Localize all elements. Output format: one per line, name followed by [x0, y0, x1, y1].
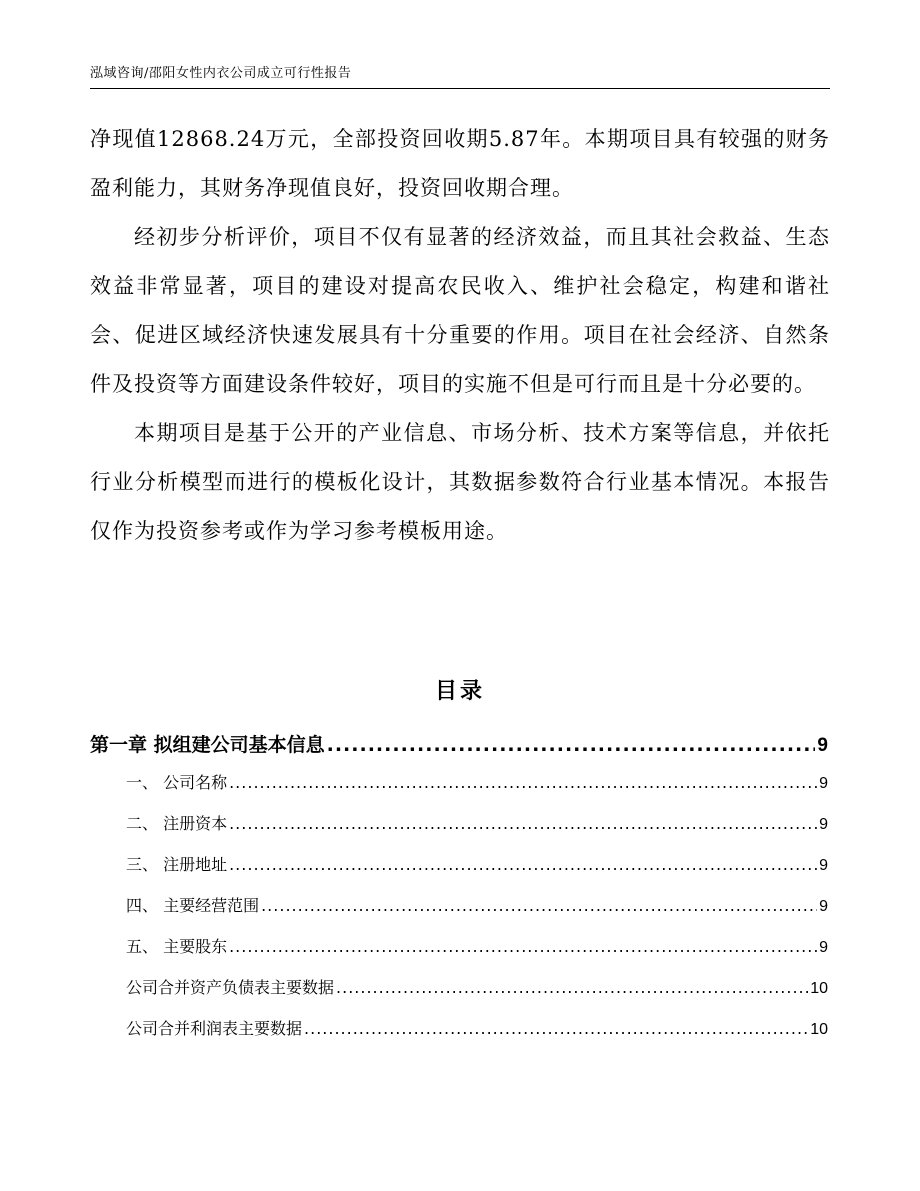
- toc-dot-leader: [261, 896, 817, 915]
- toc-dot-leader: [336, 978, 808, 997]
- toc-entry-label: 第一章 拟组建公司基本信息: [90, 734, 325, 756]
- toc-entry-business-scope[interactable]: [90, 893, 828, 934]
- running-header: 泓域咨询/邵阳女性内衣公司成立可行性报告: [90, 66, 352, 81]
- toc-entry-page: 9: [819, 898, 828, 915]
- toc-entry-page: 10: [810, 980, 828, 997]
- toc-entry-balance-sheet[interactable]: [90, 975, 828, 1016]
- toc-entry-page: 9: [819, 939, 828, 956]
- table-of-contents: [90, 730, 828, 1057]
- toc-entry-page: 9: [819, 857, 828, 874]
- toc-entry-page: 9: [817, 735, 828, 756]
- paragraph-evaluation: 经初步分析评价，项目不仅有显著的经济效益，而且其社会救益、生态效益非常显著，项目的建设对提高农民收入、维护社会稳定，构建和谐社会、促进区域经济快速发展具有十分重要的作用。项目在社会经济、自然条件及投资等方面建设条件较好，项目的实施不但是可行而且是十分必要的。: [90, 225, 830, 396]
- body-text: [90, 115, 830, 556]
- header-divider: [90, 88, 830, 89]
- toc-title: 目录: [434, 679, 485, 704]
- toc-entry-company-name[interactable]: [90, 770, 828, 811]
- toc-entry-label: 二、 注册资本: [126, 814, 228, 833]
- toc-entry-label: 公司合并资产负债表主要数据: [126, 978, 335, 997]
- toc-entry-shareholders[interactable]: [90, 934, 828, 975]
- toc-entry-label: 四、 主要经营范围: [126, 896, 260, 915]
- toc-entry-registered-capital[interactable]: [90, 811, 828, 852]
- toc-entry-chapter-1[interactable]: [90, 730, 828, 770]
- toc-dot-leader: [229, 937, 817, 956]
- toc-entry-page: 9: [819, 775, 828, 792]
- toc-entry-label: 一、 公司名称: [126, 773, 228, 792]
- paragraph-financial-summary: 净现值12868.24万元，全部投资回收期5.87年。本期项目具有较强的财务盈利能力，其财务净现值良好，投资回收期合理。: [90, 127, 830, 200]
- toc-entry-income-statement[interactable]: [90, 1016, 828, 1057]
- toc-dot-leader: [304, 1019, 808, 1038]
- toc-entry-page: 10: [810, 1021, 828, 1038]
- toc-entry-registered-address[interactable]: [90, 852, 828, 893]
- toc-dot-leader: [327, 734, 816, 756]
- toc-entry-label: 公司合并利润表主要数据: [126, 1019, 303, 1038]
- toc-dot-leader: [229, 773, 817, 792]
- toc-entry-label: 三、 注册地址: [126, 855, 228, 874]
- toc-dot-leader: [229, 855, 817, 874]
- toc-dot-leader: [229, 814, 817, 833]
- toc-entry-page: 9: [819, 816, 828, 833]
- paragraph-disclaimer: 本期项目是基于公开的产业信息、市场分析、技术方案等信息，并依托行业分析模型而进行的模板化设计，其数据参数符合行业基本情况。本报告仅作为投资参考或作为学习参考模板用途。: [90, 421, 830, 543]
- toc-entry-label: 五、 主要股东: [126, 937, 228, 956]
